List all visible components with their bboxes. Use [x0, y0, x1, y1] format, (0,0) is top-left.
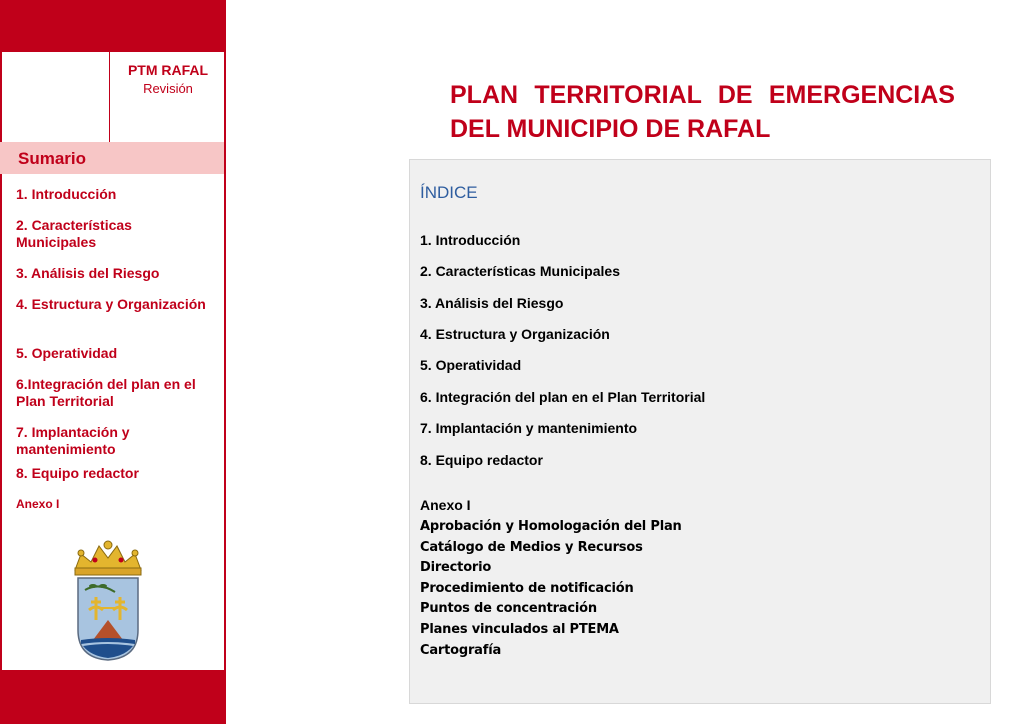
- page-title-line1: PLAN TERRITORIAL DE EMERGENCIAS: [450, 81, 955, 109]
- sidebar-item-implantacion[interactable]: 7. Implantación y mantenimiento: [16, 424, 130, 457]
- index-item-implantacion[interactable]: 7. Implantación y mantenimiento: [420, 420, 638, 436]
- index-item-introduccion[interactable]: 1. Introducción: [420, 232, 521, 248]
- annex-item-procedimiento[interactable]: Procedimiento de notificación: [420, 581, 634, 596]
- sidebar-item-analisis[interactable]: 3. Análisis del Riesgo: [16, 265, 160, 281]
- index-item-caracteristicas[interactable]: 2. Características Municipales: [420, 263, 620, 279]
- annex-heading: Anexo I: [420, 497, 471, 513]
- sidebar-item-estructura[interactable]: 4. Estructura y Organización: [16, 296, 206, 312]
- sidebar-item-equipo[interactable]: 8. Equipo redactor: [16, 465, 139, 481]
- coat-of-arms-icon: [65, 540, 151, 662]
- info-divider: [109, 52, 110, 142]
- index-heading: ÍNDICE: [420, 183, 478, 202]
- sidebar-item-caracteristicas[interactable]: 2. Características Municipales: [16, 217, 132, 250]
- sumario-label: Sumario: [18, 149, 87, 168]
- annex-item-cartografia[interactable]: Cartografía: [420, 643, 502, 658]
- sidebar-top-bar: [0, 0, 224, 52]
- sidebar-item-integracion[interactable]: 6.Integración del plan en el Plan Territorial: [16, 376, 196, 409]
- index-item-estructura[interactable]: 4. Estructura y Organización: [420, 326, 610, 342]
- page-title-line2: DEL MUNICIPIO DE RAFAL: [450, 115, 771, 143]
- ptm-revision: Revisión: [143, 81, 193, 96]
- annex-item-aprobacion[interactable]: Aprobación y Homologación del Plan: [420, 519, 682, 534]
- sumario-header: [0, 142, 224, 174]
- sidebar-border: [0, 174, 2, 670]
- annex-item-planes[interactable]: Planes vinculados al PTEMA: [420, 622, 619, 637]
- annex-item-puntos[interactable]: Puntos de concentración: [420, 601, 597, 616]
- index-item-operatividad[interactable]: 5. Operatividad: [420, 357, 522, 373]
- annex-item-catalogo[interactable]: Catálogo de Medios y Recursos: [420, 540, 643, 555]
- ptm-title: PTM RAFAL: [127, 62, 209, 78]
- index-item-analisis[interactable]: 3. Análisis del Riesgo: [420, 295, 564, 311]
- annex-item-directorio[interactable]: Directorio: [420, 560, 492, 575]
- index-item-equipo[interactable]: 8. Equipo redactor: [420, 452, 543, 468]
- sidebar-item-anexo[interactable]: Anexo I: [16, 497, 60, 511]
- sidebar-bottom-bar: [0, 670, 224, 724]
- sidebar-item-operatividad[interactable]: 5. Operatividad: [16, 345, 118, 361]
- page-title: [450, 78, 955, 146]
- index-item-integracion[interactable]: 6. Integración del plan en el Plan Territorial: [420, 389, 706, 405]
- sidebar-item-introduccion[interactable]: 1. Introducción: [16, 186, 117, 202]
